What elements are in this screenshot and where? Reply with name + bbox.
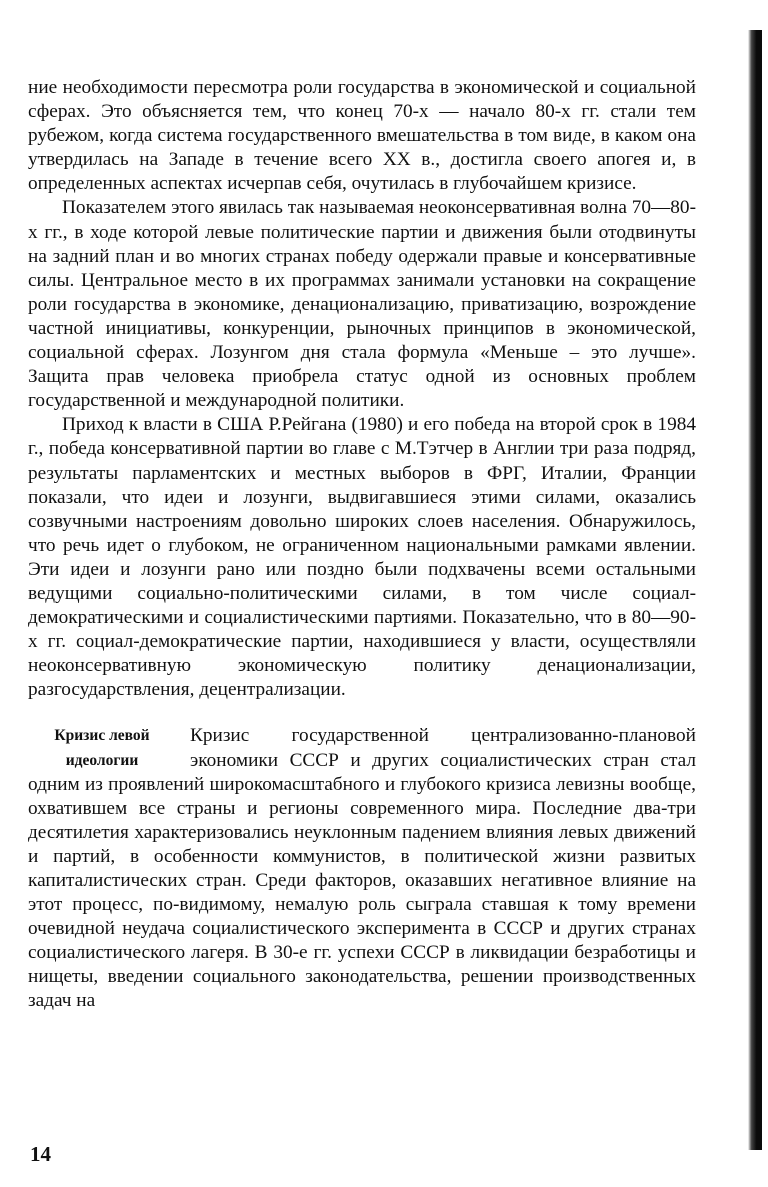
section-left-ideology-crisis (28, 724, 696, 1013)
side-heading-line-2: идеологии (65, 751, 139, 769)
section-gap (28, 702, 696, 724)
page-edge-shadow (748, 30, 762, 1150)
paragraph-3: Приход к власти в США Р.Рейгана (1980) и его победа на второй срок в 1984 г., победа консервативной партии во главе с М.Тэтчер в Англии три раза подряд, результаты парламентских и местных выборов в ФРГ, Италии, Франции показали, что идеи и лозунги, выдвигавшиеся этими силами, оказались созвучными настроениям довольно широких слоев населения. Обнаружилось, что речь идет о глубоком, не ограниченном национальными рамками явлении. Эти идеи и лозунги рано или поздно были подхвачены всеми остальными ведущими социально-политическими силами, в том числе социал-демократическими и социалистическими партиями. Показательно, что в 80—90-х гг. социал-демократические партии, находившиеся у власти, осуществляли неоконсервативную экономическую политику денационализации, разгосударствления, децентрализации. (28, 414, 696, 701)
section-text: Кризис государственной централизованно-плановой экономики СССР и других социалистических стран стал одним из проявлений широкомасштабного и глубокого кризиса левизны вообще, охватившем все страны и регионы современного мира. Последние два-три десятилетия характеризовались неуклонным падением влияния левых движений и партий, в особенности коммунистов, в политической жизни развитых капиталистических стран. Среди факторов, оказавших негативное влияние на этот процесс, по-видимому, немалую роль сыграла ставшая к тому времени очевидной неудача социалистического эксперимента в СССР и других странах социалистического лагеря. В 30-е гг. успехи СССР в ликвидации безработицы и нищеты, введении социального законодательства, решении производственных задач на (28, 725, 696, 1012)
side-heading-line-1: Кризис левой (54, 727, 150, 745)
side-heading (28, 724, 176, 772)
page-number: 14 (30, 1142, 51, 1166)
paragraph-2: Показателем этого явилась так называемая неоконсервативная волна 70—80-х гг., в ходе которой левые политические партии и движения были отодвинуты на задний план и во многих странах победу одержали правые и консервативные силы. Центральное место в их программах занимали установки на сокращение роли государства в экономике, денационализацию, приватизацию, возрождение частной инициативы, конкуренции, рыночных принципов в экономической, социальной сферах. Лозунгом дня стала формула «Меньше – это лучше». Защита прав человека приобрела статус одной из основных проблем государственной и международной политики. (28, 197, 696, 412)
paragraph-1: ние необходимости пересмотра роли государства в экономической и социальной сферах. Это объясняется тем, что конец 70-х — начало 80-х гг. стали тем рубежом, когда система государственного вмешательства в том виде, в каком она утвердилась на Западе в течение всего XX в., достигла своего апогея и, в определенных аспектах исчерпав себя, очутилась в глубочайшем кризисе. (28, 77, 696, 195)
page-body (28, 76, 696, 1014)
